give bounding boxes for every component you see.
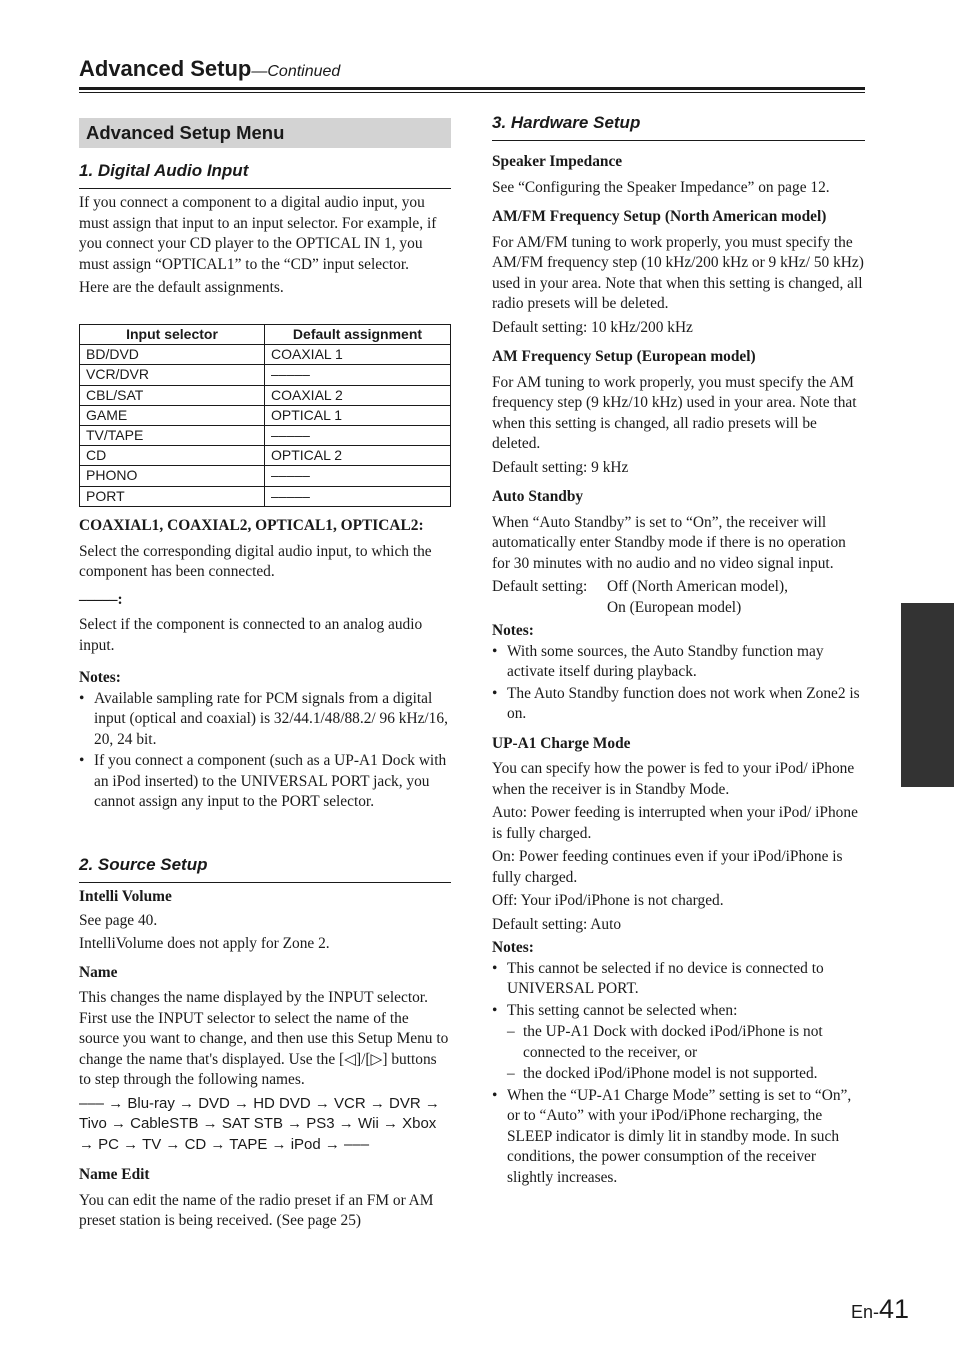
chapter-side-tab [901,603,954,787]
table-cell: ––––– [265,425,451,445]
auto-standby-default [492,577,865,618]
column-header: Input selector [80,325,265,345]
coaxial-optical-heading: COAXIAL1, COAXIAL2, OPTICAL1, OPTICAL2: [79,517,424,534]
header-rule-thick [79,87,865,90]
assignment-options [79,516,451,813]
note-item: • When the “UP-A1 Charge Mode” setting is set to “On”, or to “Auto” with your iPod/iPhone recharging, the SLEEP indicator is dimly lit in standby mode. In such conditions, the power consumption of the receiver slightly increases. [492,1086,865,1189]
default-value: Off (North American model), [607,578,788,595]
table-cell: ––––– [265,365,451,385]
section-digital-audio-input-heading: 1. Digital Audio Input [79,161,249,180]
table-cell: TV/TAPE [80,425,265,445]
table-row [80,425,451,445]
page-number-prefix: En- [851,1302,880,1322]
table-cell: VCR/DVR [80,365,265,385]
table-cell: ––––– [265,466,451,486]
section-source-setup-heading: 2. Source Setup [79,855,208,874]
intelli-volume-heading: Intelli Volume [79,888,172,905]
name-text: This changes the name displayed by the INPUT selector. First use the INPUT selector to select the name of the source you want to change, and then use this Setup Menu to change the name that's displayed. Use the [◁]/[▷] buttons to step through the following names. [79,989,449,1088]
table-header-row [80,325,451,345]
note-item: • Available sampling rate for PCM signals from a digital input (optical and coaxial) is 32/44.1/48/88.2/ 96 kHz/16, 20, 24 bit. [79,689,451,751]
table-cell: OPTICAL 1 [265,405,451,425]
notes-heading: Notes: [492,939,534,956]
sub-note-item: – the docked iPod/iPhone model is not supported. [507,1065,818,1082]
up-a1-text: You can specify how the power is fed to your iPod/ iPhone when the receiver is in Standby Mode. [492,760,855,798]
up-a1-off: Off: Your iPod/iPhone is not charged. [492,892,724,909]
table-cell: ––––– [265,486,451,506]
amfm-default: Default setting: 10 kHz/200 kHz [492,318,693,336]
am-text: For AM tuning to work properly, you must specify the AM frequency step (9 kHz/10 kHz) used in your area. Note that when this setting is changed, all radio presets will be deleted. [492,373,857,452]
up-a1-default: Default setting: Auto [492,915,622,933]
default-assignments-text: Here are the default assignments. [79,279,284,296]
table-row [80,405,451,425]
default-setting-label: Default setting: [492,578,588,595]
column-header: Default assignment [265,325,451,345]
table-cell: COAXIAL 2 [265,385,451,405]
table-row [80,345,451,365]
amfm-text: For AM/FM tuning to work properly, you must specify the AM/FM frequency step (10 kHz/200 kHz or 9 kHz/ 50 kHz) used in your area. Note that when this setting is changed, all radio presets will be deleted. [492,233,864,312]
table-cell: CBL/SAT [80,385,265,405]
source-setup-content [79,887,451,1232]
intro-paragraph: If you connect a component to a digital audio input, you must assign that input to an input selector. For example, if you connect your CD player to the OPTICAL IN 1, you must assign “OPTICAL1” to the “CD” input selector. [79,194,437,273]
amfm-heading: AM/FM Frequency Setup (North American model) [492,208,827,225]
sub-note-item: – the UP-A1 Dock with docked iPod/iPhone is not connected to the receiver, or [507,1023,823,1061]
note-item: • If you connect a component (such as a UP-A1 Dock with an iPod inserted) to the UNIVERSAL PORT jack, you cannot assign any input to the PORT selector. [79,751,451,813]
name-heading: Name [79,963,118,981]
table-cell: CD [80,446,265,466]
default-assignment-table [79,324,451,507]
section-hardware-setup-heading: 3. Hardware Setup [492,113,641,132]
table-cell: OPTICAL 2 [265,446,451,466]
table-row [80,446,451,466]
none-option-text: Select if the component is connected to an analog audio input. [79,616,423,654]
none-option-heading: –––––: [79,590,123,608]
continued-label: —Continued [251,63,341,80]
up-a1-auto: Auto: Power feeding is interrupted when your iPod/ iPhone is fully charged. [492,804,858,842]
table-cell: PORT [80,486,265,506]
speaker-impedance-heading: Speaker Impedance [492,153,623,170]
table-row [80,486,451,506]
auto-standby-text: When “Auto Standby” is set to “On”, the receiver will automatically enter Standby mode if there is no operation for 30 minutes with no audio and no video signal input. [492,513,846,572]
section-rule [492,140,865,141]
note-item: • This setting cannot be selected when: [492,1001,865,1022]
table-row [80,365,451,385]
up-a1-charge-mode-heading: UP-A1 Charge Mode [492,734,631,752]
intelli-volume-text: See page 40. [79,911,158,929]
intelli-volume-zone-text: IntelliVolume does not apply for Zone 2. [79,935,330,952]
sub-note-text: the UP-A1 Dock with docked iPod/iPhone is not connected to the receiver, or [523,1023,823,1061]
name-sequence: ––– → Blu-ray → DVD → HD DVD → VCR → DVR → Tivo → CableSTB → SAT STB → PS3 → Wii → Xbox → PC → TV → CD → TAPE → iPod → ––– [79,1094,440,1153]
coaxial-optical-text: Select the corresponding digital audio input, to which the component has been connected. [79,542,432,580]
default-setting-values [607,577,788,618]
hardware-setup-content [492,152,865,1188]
section-rule [79,188,451,189]
name-edit-heading: Name Edit [79,1166,150,1183]
section-rule [79,882,451,883]
notes-heading: Notes: [492,622,534,639]
table-cell: PHONO [80,466,265,486]
note-item: • This cannot be selected if no device is connected to UNIVERSAL PORT. [492,959,865,1000]
header-rule-thin [79,92,865,93]
default-value: On (European model) [607,598,742,616]
note-item: • The Auto Standby function does not work when Zone2 is on. [492,684,865,725]
table-row [80,466,451,486]
table-cell: BD/DVD [80,345,265,365]
page-header [79,56,865,82]
am-default: Default setting: 9 kHz [492,458,629,476]
table-row [80,385,451,405]
sub-note-text: the docked iPod/iPhone model is not supported. [523,1065,818,1082]
advanced-setup-menu-heading: Advanced Setup Menu [79,118,451,148]
up-a1-on: On: Power feeding continues even if your iPod/iPhone is fully charged. [492,848,843,886]
auto-standby-heading: Auto Standby [492,488,584,505]
page-number-value: 41 [879,1294,910,1324]
digital-audio-intro [79,193,451,299]
page-number [851,1294,909,1325]
table-cell: GAME [80,405,265,425]
name-edit-text: You can edit the name of the radio preset if an FM or AM preset station is being received. (See page 25) [79,1191,434,1229]
speaker-impedance-text: See “Configuring the Speaker Impedance” on page 12. [492,178,830,196]
notes-heading: Notes: [79,669,121,686]
page-title: Advanced Setup [79,56,252,81]
am-heading: AM Frequency Setup (European model) [492,348,756,365]
note-item: • With some sources, the Auto Standby function may activate itself during playback. [492,642,865,683]
table-cell: COAXIAL 1 [265,345,451,365]
